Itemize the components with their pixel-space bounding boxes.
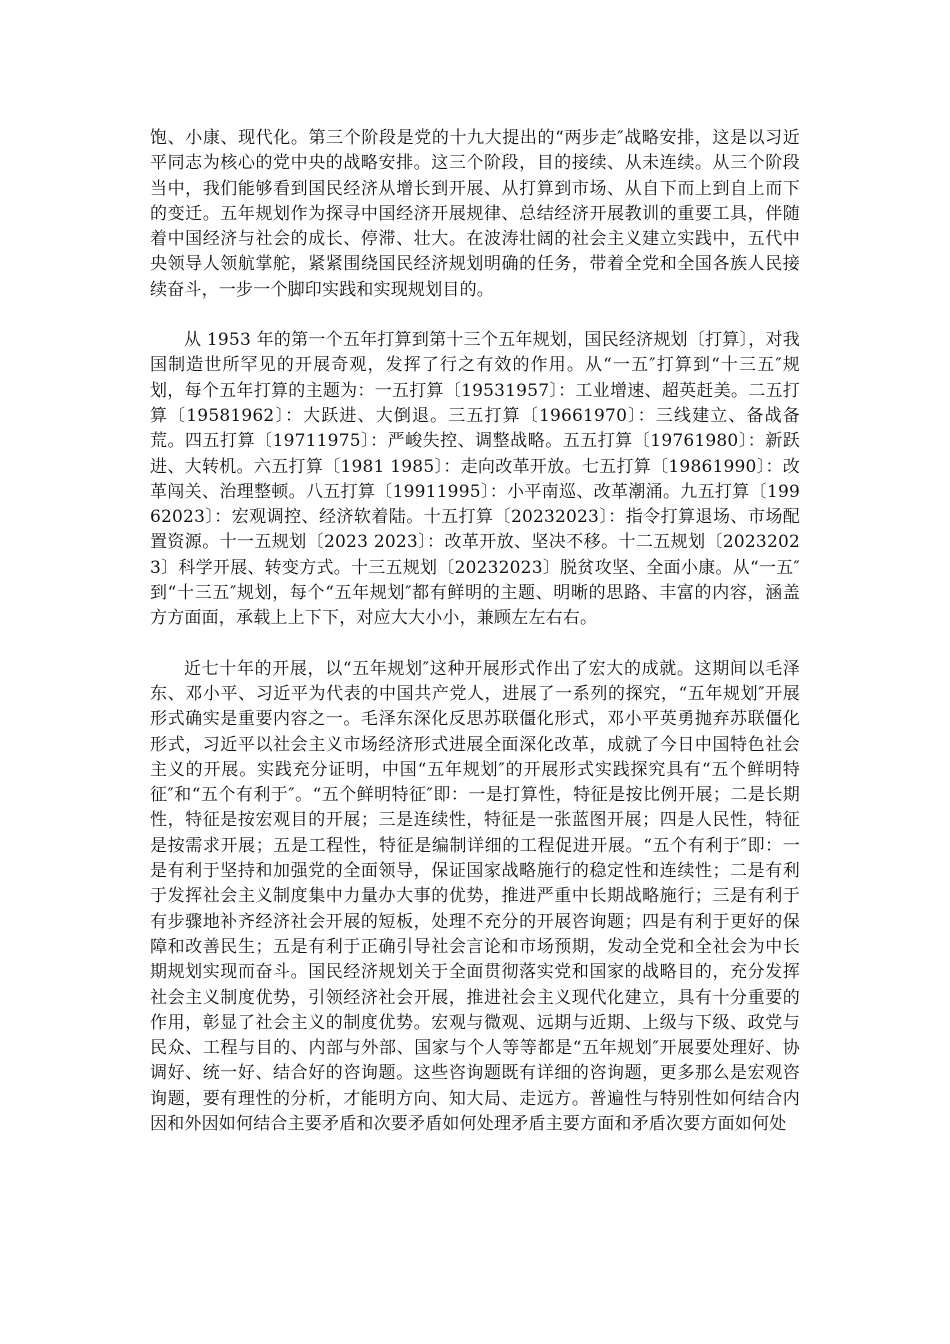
paragraph-1: 饱、小康、现代化。第三个阶段是党的十九大提出的“两步走″战略安排，这是以习近平同志为核心的党中央的战略安排。这三个阶段，目的接续、从未连续。从三个阶段当中，我们能够看到国民经济从增长到开展、从打算到市场、从自下而上到自上而下的变迁。五年规划作为探寻中国经济开展规律、总结经济开展教训的重要工具，伴随着中国经济与社会的成长、停滞、壮大。在波涛壮阔的社会主义建立实践中，五代中央领导人领航掌舵，紧紧围绕国民经济规划明确的任务，带着全党和全国各族人民接续奋斗，一步一个脚印实践和实现规划目的。 [150,128,800,300]
paragraph-2: 从 1953 年的第一个五年打算到第十三个五年规划，国民经济规划〔打算〕，对我国制造世所罕见的开展奇观，发挥了行之有效的作用。从“一五″打算到“十三五″规划，每个五年打算的主题为：一五打算〔19531957〕：工业增速、超英赶美。二五打算〔19581962〕：大跃进、大倒退。三五打算〔19661970〕：三线建立、备战备荒。四五打算〔19711975〕：严峻失控、调整战略。五五打算〔19761980〕：新跃进、大转机。六五打算〔1981 1985〕：走向改革开放。七五打算〔19861990〕：改革闯关、治理整顿。八五打算〔19911995〕：小平南巡、改革潮涌。九五打算〔19962023〕：宏观调控、经济软着陆。十五打算〔20232023〕：指令打算退场、市场配置资源。十一五规划〔2023 2023〕：改革开放、坚决不移。十二五规划〔20232023〕科学开展、转变方式。十三五规划〔20232023〕脱贫攻坚、全面小康。从“一五″到“十三五″规划，每个“五年规划″都有鲜明的主题、明晰的思路、丰富的内容，涵盖方方面面，承载上上下下，对应大大小小，兼顾左左右右。 [150,330,800,629]
document-body [150,126,800,1137]
paragraph-3: 近七十年的开展，以“五年规划″这种开展形式作出了宏大的成就。这期间以毛泽东、邓小平、习近平为代表的中国共产党人，进展了一系列的探究，“五年规划″开展形式确实是重要内容之一。毛泽东深化反思苏联僵化形式，邓小平英勇抛弃苏联僵化形式，习近平以社会主义市场经济形式进展全面深化改革，成就了今日中国特色社会主义的开展。实践充分证明，中国“五年规划″的开展形式实践探究具有“五个鲜明特征″和“五个有利于″。“五个鲜明特征″即：一是打算性，特征是按比例开展；二是长期性，特征是按宏观目的开展；三是连续性，特征是一张蓝图开展；四是人民性，特征是按需求开展；五是工程性，特征是编制详细的工程促进开展。“五个有利于″即：一是有利于坚持和加强党的全面领导，保证国家战略施行的稳定性和连续性；二是有利于发挥社会主义制度集中力量办大事的优势，推进严重中长期战略施行；三是有利于有步骤地补齐经济社会开展的短板，处理不充分的开展咨询题；四是有利于更好的保障和改善民生；五是有利于正确引导社会言论和市场预期，发动全党和全社会为中长期规划实现而奋斗。国民经济规划关于全面贯彻落实党和国家的战略目的，充分发挥社会主义制度优势，引领经济社会开展，推进社会主义现代化建立，具有十分重要的作用，彰显了社会主义的制度优势。宏观与微观、远期与近期、上级与下级、政党与民众、工程与目的、内部与外部、国家与个人等等都是“五年规划″开展要处理好、协调好、统一好、结合好的咨询题。这些咨询题既有详细的咨询题，更多那么是宏观咨询题，要有理性的分析，才能明方向、知大局、走远方。普遍性与特别性如何结合内因和外因如何结合主要矛盾和次要矛盾如何处理矛盾主要方面和矛盾次要方面如何处 [150,658,800,1134]
